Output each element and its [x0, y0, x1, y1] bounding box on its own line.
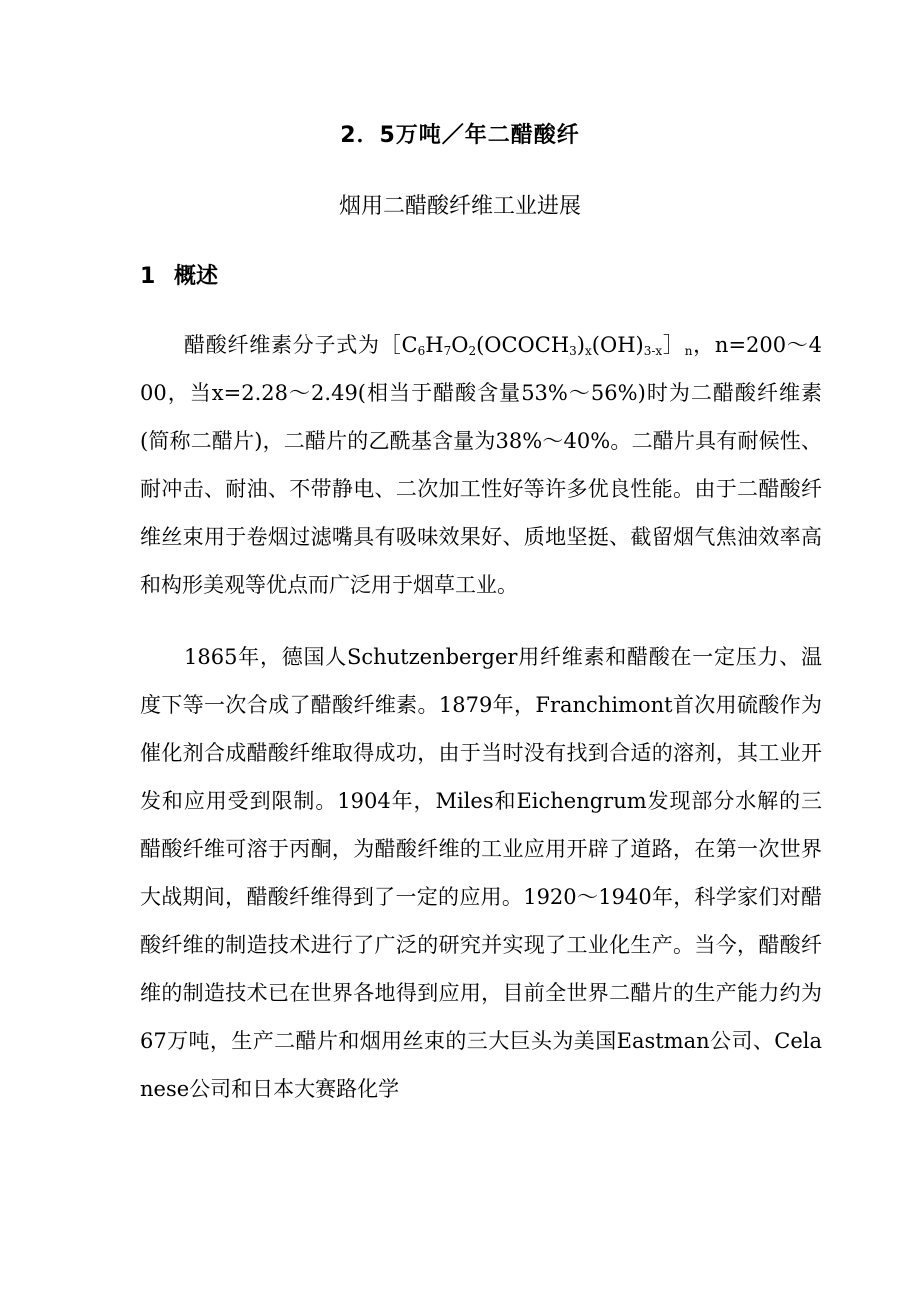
formula-sub: 6: [417, 344, 426, 358]
formula-sub: x: [585, 344, 592, 358]
formula-part: ］: [662, 333, 685, 357]
document-subtitle: 烟用二醋酸纤维工业进展: [338, 194, 581, 219]
formula-part: O: [451, 333, 469, 357]
document-title: 2．5万吨／年二醋酸纤: [340, 123, 580, 148]
formula-sub: 3: [569, 344, 577, 358]
formula-part: ): [576, 333, 585, 357]
formula-lead: 醋酸纤维素分子式为［C: [184, 333, 418, 357]
formula-sub: 7: [443, 344, 452, 358]
formula-sub: 2: [468, 344, 477, 358]
paragraph-history: 1865年，德国人Schutzenberger用纤维素和醋酸在一定压力、温度下等一次合成了醋酸纤维素。1879年，Franchimont首次用硫酸作为催化剂合成醋酸纤维取得成功，由于当时没有找到合适的溶剂，其工业开发和应用受到限制。1904年，Miles和Eichengrum发现部分水解的三醋酸纤维可溶于丙酮，为醋酸纤维的工业应用开辟了道路，在第一次世界大战期间，醋酸纤维得到了一定的应用。1920～1940年，科学家们对醋酸纤维的制造技术进行了广泛的研究并实现了工业化生产。当今，醋酸纤维的制造技术已在世界各地得到应用，目前全世界二醋片的生产能力约为67万吨，生产二醋片和烟用丝束的三大巨头为美国Eastman公司、Celanese公司和日本大赛路化学: [140, 645, 822, 1101]
section-heading: [140, 261, 218, 293]
section-number: 1: [140, 264, 156, 289]
formula-part: H: [425, 333, 444, 357]
formula-part: (OH): [591, 333, 644, 357]
section-title: 概述: [174, 264, 219, 289]
formula-sub: n: [684, 344, 693, 358]
paragraph-overview: [140, 321, 822, 609]
formula-part: (OCOCH: [476, 333, 570, 357]
paragraph-overview-text: ，n=200～400，当x=2.28～2.49(相当于醋酸含量53%～56%)时为二醋酸纤维素(简称二醋片)，二醋片的乙酰基含量为38%～40%。二醋片具有耐候性、耐冲击、耐油、不带静电、二次加工性好等许多优良性能。由于二醋酸纤维丝束用于卷烟过滤嘴具有吸味效果好、质地坚挺、截留烟气焦油效率高和构形美观等优点而广泛用于烟草工业。: [140, 333, 822, 597]
formula-sub: 3-x: [643, 344, 663, 358]
